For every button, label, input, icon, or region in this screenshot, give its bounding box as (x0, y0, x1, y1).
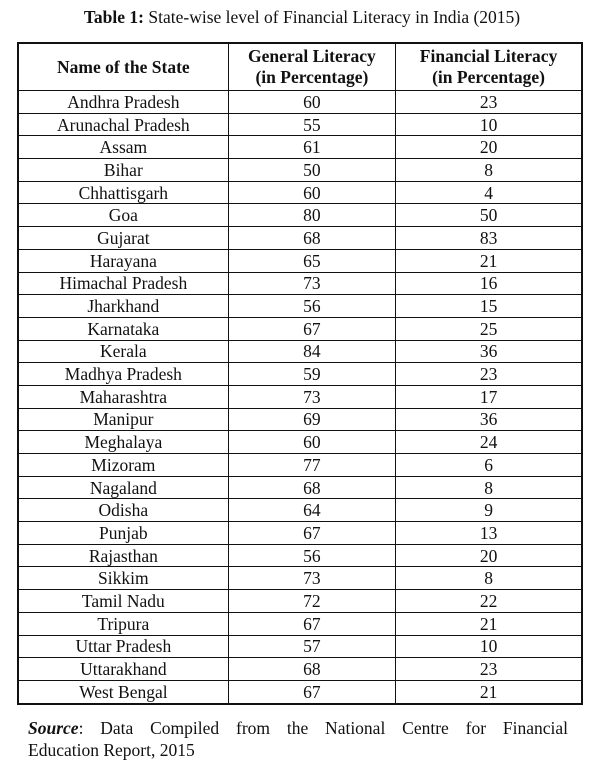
general-literacy-cell: 67 (228, 680, 395, 703)
general-literacy-cell: 60 (228, 91, 395, 114)
table-row (18, 181, 582, 204)
financial-literacy-cell: 8 (396, 476, 582, 499)
state-cell: West Bengal (18, 680, 228, 703)
header-general-literacy: General Literacy (in Percentage) (228, 43, 395, 91)
general-literacy-cell: 80 (228, 204, 395, 227)
table-row (18, 408, 582, 431)
state-cell: Uttarakhand (18, 658, 228, 681)
financial-literacy-cell: 24 (396, 431, 582, 454)
financial-literacy-cell: 25 (396, 317, 582, 340)
source-line1: : Data Compiled from the National Centre for Financial (78, 718, 568, 738)
table-row (18, 431, 582, 454)
state-cell: Tripura (18, 612, 228, 635)
table-row (18, 385, 582, 408)
state-cell: Chhattisgarh (18, 181, 228, 204)
general-literacy-cell: 60 (228, 181, 395, 204)
state-cell: Gujarat (18, 227, 228, 250)
general-literacy-cell: 77 (228, 454, 395, 477)
financial-literacy-cell: 36 (396, 340, 582, 363)
general-literacy-cell: 60 (228, 431, 395, 454)
table-row (18, 612, 582, 635)
header-state: Name of the State (18, 43, 228, 91)
table-row (18, 113, 582, 136)
general-literacy-cell: 67 (228, 612, 395, 635)
table-row (18, 295, 582, 318)
state-cell: Mizoram (18, 454, 228, 477)
table-row (18, 91, 582, 114)
financial-literacy-cell: 36 (396, 408, 582, 431)
general-literacy-cell: 68 (228, 658, 395, 681)
table-row (18, 567, 582, 590)
state-cell: Meghalaya (18, 431, 228, 454)
general-literacy-cell: 55 (228, 113, 395, 136)
state-cell: Assam (18, 136, 228, 159)
general-literacy-cell: 73 (228, 272, 395, 295)
financial-literacy-cell: 15 (396, 295, 582, 318)
table-row (18, 590, 582, 613)
general-literacy-cell: 56 (228, 295, 395, 318)
caption-text: State-wise level of Financial Literacy in India (2015) (144, 7, 521, 27)
state-cell: Odisha (18, 499, 228, 522)
table-row (18, 249, 582, 272)
general-literacy-cell: 73 (228, 567, 395, 590)
financial-literacy-cell: 16 (396, 272, 582, 295)
table-row (18, 136, 582, 159)
table-row (18, 272, 582, 295)
general-literacy-cell: 68 (228, 227, 395, 250)
table-row (18, 204, 582, 227)
financial-literacy-cell: 23 (396, 658, 582, 681)
table-row (18, 363, 582, 386)
financial-literacy-cell: 10 (396, 635, 582, 658)
source-note (28, 717, 568, 761)
state-cell: Bihar (18, 159, 228, 182)
state-cell: Himachal Pradesh (18, 272, 228, 295)
state-cell: Andhra Pradesh (18, 91, 228, 114)
table-row (18, 499, 582, 522)
state-cell: Nagaland (18, 476, 228, 499)
table-row (18, 635, 582, 658)
source-label: Source (28, 718, 79, 738)
state-cell: Jharkhand (18, 295, 228, 318)
header-financial-literacy: Financial Literacy (in Percentage) (396, 43, 582, 91)
state-cell: Madhya Pradesh (18, 363, 228, 386)
financial-literacy-cell: 21 (396, 612, 582, 635)
financial-literacy-cell: 10 (396, 113, 582, 136)
source-line2: Education Report, 2015 (28, 740, 195, 760)
state-cell: Rajasthan (18, 544, 228, 567)
state-cell: Maharashtra (18, 385, 228, 408)
general-literacy-cell: 69 (228, 408, 395, 431)
general-literacy-cell: 59 (228, 363, 395, 386)
financial-literacy-cell: 50 (396, 204, 582, 227)
general-literacy-cell: 64 (228, 499, 395, 522)
caption-label: Table 1: (83, 7, 144, 27)
financial-literacy-cell: 21 (396, 680, 582, 703)
general-literacy-cell: 56 (228, 544, 395, 567)
financial-literacy-cell: 23 (396, 363, 582, 386)
state-cell: Karnataka (18, 317, 228, 340)
financial-literacy-cell: 6 (396, 454, 582, 477)
state-cell: Arunachal Pradesh (18, 113, 228, 136)
state-cell: Harayana (18, 249, 228, 272)
general-literacy-cell: 68 (228, 476, 395, 499)
general-literacy-cell: 67 (228, 522, 395, 545)
literacy-table (17, 42, 583, 705)
general-literacy-cell: 65 (228, 249, 395, 272)
table-row (18, 680, 582, 703)
state-cell: Tamil Nadu (18, 590, 228, 613)
table-row (18, 658, 582, 681)
financial-literacy-cell: 22 (396, 590, 582, 613)
state-cell: Manipur (18, 408, 228, 431)
table-row (18, 522, 582, 545)
financial-literacy-cell: 21 (396, 249, 582, 272)
state-cell: Sikkim (18, 567, 228, 590)
financial-literacy-cell: 13 (396, 522, 582, 545)
general-literacy-cell: 84 (228, 340, 395, 363)
financial-literacy-cell: 20 (396, 136, 582, 159)
general-literacy-cell: 72 (228, 590, 395, 613)
table-row (18, 159, 582, 182)
state-cell: Uttar Pradesh (18, 635, 228, 658)
table-row (18, 227, 582, 250)
general-literacy-cell: 57 (228, 635, 395, 658)
table-row (18, 454, 582, 477)
financial-literacy-cell: 8 (396, 567, 582, 590)
financial-literacy-cell: 83 (396, 227, 582, 250)
table-row (18, 476, 582, 499)
financial-literacy-cell: 23 (396, 91, 582, 114)
financial-literacy-cell: 17 (396, 385, 582, 408)
table-row (18, 544, 582, 567)
state-cell: Punjab (18, 522, 228, 545)
state-cell: Kerala (18, 340, 228, 363)
general-literacy-cell: 50 (228, 159, 395, 182)
header-row (18, 43, 582, 91)
financial-literacy-cell: 4 (396, 181, 582, 204)
financial-literacy-cell: 20 (396, 544, 582, 567)
general-literacy-cell: 67 (228, 317, 395, 340)
general-literacy-cell: 61 (228, 136, 395, 159)
table-row (18, 317, 582, 340)
financial-literacy-cell: 9 (396, 499, 582, 522)
table-row (18, 340, 582, 363)
table-caption (0, 6, 604, 28)
general-literacy-cell: 73 (228, 385, 395, 408)
financial-literacy-cell: 8 (396, 159, 582, 182)
state-cell: Goa (18, 204, 228, 227)
